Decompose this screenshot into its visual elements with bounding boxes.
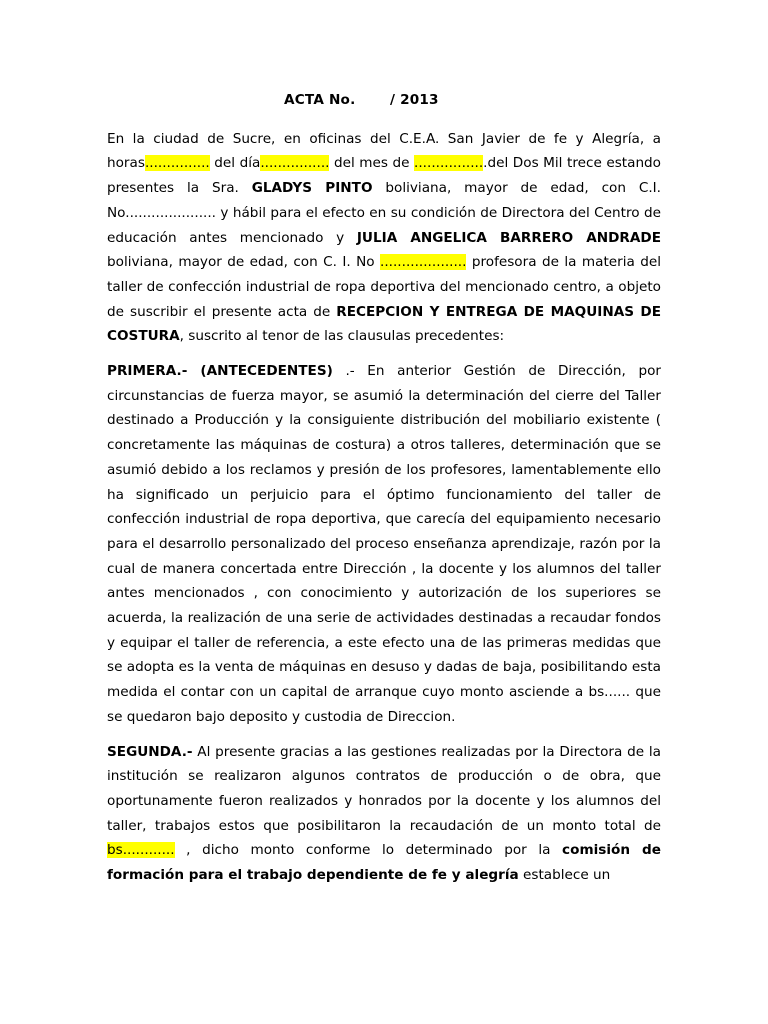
segunda-text-3: establece un <box>518 867 611 884</box>
p1-text-6: boliviana, mayor de edad, con C. I. No <box>107 254 381 271</box>
blank-hours: ............... <box>144 155 210 172</box>
p1-text-3: del mes de <box>329 155 415 172</box>
clause-segunda <box>107 740 661 888</box>
blank-month: ................ <box>414 155 484 172</box>
p1-text-4: .del Dos Mil trece estando presentes la Sra. <box>107 155 662 197</box>
blank-ci: .................... <box>380 254 467 271</box>
p1-text-5: boliviana, mayor de edad, con C.I. No..................... y hábil para el efecto en su condición de Directora del Centro de educación antes mencionado y <box>107 180 661 246</box>
blank-day: ................ <box>260 155 330 172</box>
p1-text-8: , suscrito al tenor de las clausulas precedentes: <box>179 328 505 345</box>
name-gladys-pinto: GLADYS PINTO <box>251 180 373 197</box>
opening-paragraph <box>107 127 661 349</box>
primera-heading: PRIMERA.- (ANTECEDENTES) <box>107 363 333 380</box>
p1-text-2: del día <box>209 155 261 172</box>
segunda-text-2: , dicho monto conforme lo determinado por la <box>174 842 563 859</box>
p1-text-1: En la ciudad de Sucre, en oficinas del C.E.A. San Javier de fe y Alegría, a horas <box>107 130 661 172</box>
segunda-text-1: Al presente gracias a las gestiones realizadas por la Directora de la institución se realizaron algunos contratos de producción o de obra, que oportunamente fueron realizados y honrados por la docente y los alumnos del taller, trabajos estos que posibilitaron la recaudación de un monto total de <box>107 743 661 834</box>
name-julia-angelica: JULIA ANGELICA BARRERO ANDRADE <box>356 229 661 246</box>
comision-text: comisión de formación para el trabajo dependiente de fe y alegría <box>107 842 661 884</box>
acta-subject: RECEPCION Y ENTREGA DE MAQUINAS DE COSTURA <box>107 303 661 345</box>
segunda-heading: SEGUNDA.- <box>107 743 193 760</box>
clause-primera <box>107 359 661 730</box>
primera-text: .- En anterior Gestión de Dirección, por circunstancias de fuerza mayor, se asumió la determinación del cierre del Taller destinado a Producción y la consiguiente distribución del mobiliario existente ( concretamente las máquinas de costura) a otros talleres, determinación que se asumió debido a los reclamos y presión de los profesores, lamentablemente ello ha significado un perjuicio para el óptimo funcionamiento del taller de confección industrial de ropa deportiva, que carecía del equipamiento necesario para el desarrollo personalizado del proceso enseñanza aprendizaje, razón por la cual de manera concertada entre Dirección , la docente y los alumnos del taller antes mencionados , con conocimiento y autorización de los superiores se acuerda, la realización de una serie de actividades destinadas a recaudar fondos y equipar el taller de referencia, a este efecto una de las primeras medidas que se adopta es la venta de máquinas en desuso y dadas de baja, posibilitando esta medida el contar con un capital de arranque cuyo monto asciende a bs...... que se quedaron bajo deposito y custodia de Direccion. <box>107 363 661 725</box>
blank-amount: bs............ <box>107 842 175 859</box>
acta-title: ACTA No. / 2013 <box>284 92 439 108</box>
p1-text-7: profesora de la materia del taller de confección industrial de ropa deportiva del mencionado centro, a objeto de suscribir el presente acta de <box>107 254 662 320</box>
document-page <box>107 88 661 898</box>
